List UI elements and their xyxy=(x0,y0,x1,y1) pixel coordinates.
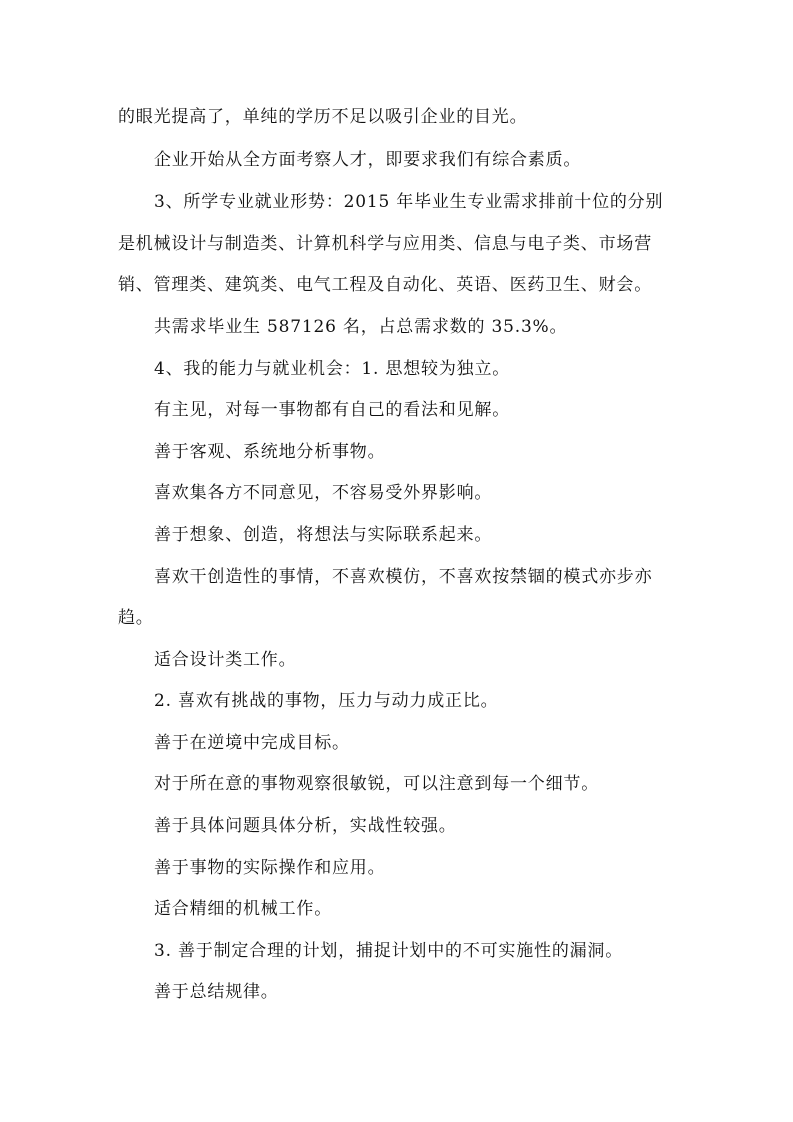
paragraph-line-22: 善于总结规律。 xyxy=(154,982,279,1002)
paragraph-line-10: 喜欢集各方不同意见，不容易受外界影响。 xyxy=(154,483,493,503)
paragraph-line-5: 销、管理类、建筑类、电气工程及自动化、英语、医药卫生、财会。 xyxy=(118,275,652,295)
paragraph-line-2: 企业开始从全方面考察人才，即要求我们有综合素质。 xyxy=(154,150,582,170)
paragraph-line-14: 适合设计类工作。 xyxy=(154,650,297,670)
paragraph-line-17: 对于所在意的事物观察很敏锐，可以注意到每一个细节。 xyxy=(154,774,599,794)
paragraph-line-20: 适合精细的机械工作。 xyxy=(154,899,332,919)
paragraph-line-12: 喜欢干创造性的事情，不喜欢模仿，不喜欢按禁锢的模式亦步亦 xyxy=(154,567,653,587)
paragraph-line-21: 3. 善于制定合理的计划，捕捉计划中的不可实施性的漏洞。 xyxy=(154,941,624,961)
paragraph-line-3: 3、所学专业就业形势：2015 年毕业生专业需求排前十位的分别 xyxy=(154,192,664,212)
paragraph-line-13: 趋。 xyxy=(118,608,154,628)
paragraph-line-8: 有主见，对每一事物都有自己的看法和见解。 xyxy=(154,400,510,420)
paragraph-line-9: 善于客观、系统地分析事物。 xyxy=(154,442,386,462)
paragraph-line-4: 是机械设计与制造类、计算机科学与应用类、信息与电子类、市场营 xyxy=(118,234,652,254)
paragraph-line-11: 善于想象、创造，将想法与实际联系起来。 xyxy=(154,525,493,545)
paragraph-line-6: 共需求毕业生 587126 名，占总需求数的 35.3%。 xyxy=(154,317,568,337)
paragraph-line-15: 2. 喜欢有挑战的事物，压力与动力成正比。 xyxy=(154,691,499,711)
paragraph-line-18: 善于具体问题具体分析，实战性较强。 xyxy=(154,816,457,836)
paragraph-line-16: 善于在逆境中完成目标。 xyxy=(154,733,350,753)
paragraph-line-19: 善于事物的实际操作和应用。 xyxy=(154,858,386,878)
paragraph-line-7: 4、我的能力与就业机会：1. 思想较为独立。 xyxy=(154,359,511,379)
paragraph-line-1: 的眼光提高了，单纯的学历不足以吸引企业的目光。 xyxy=(118,107,528,127)
